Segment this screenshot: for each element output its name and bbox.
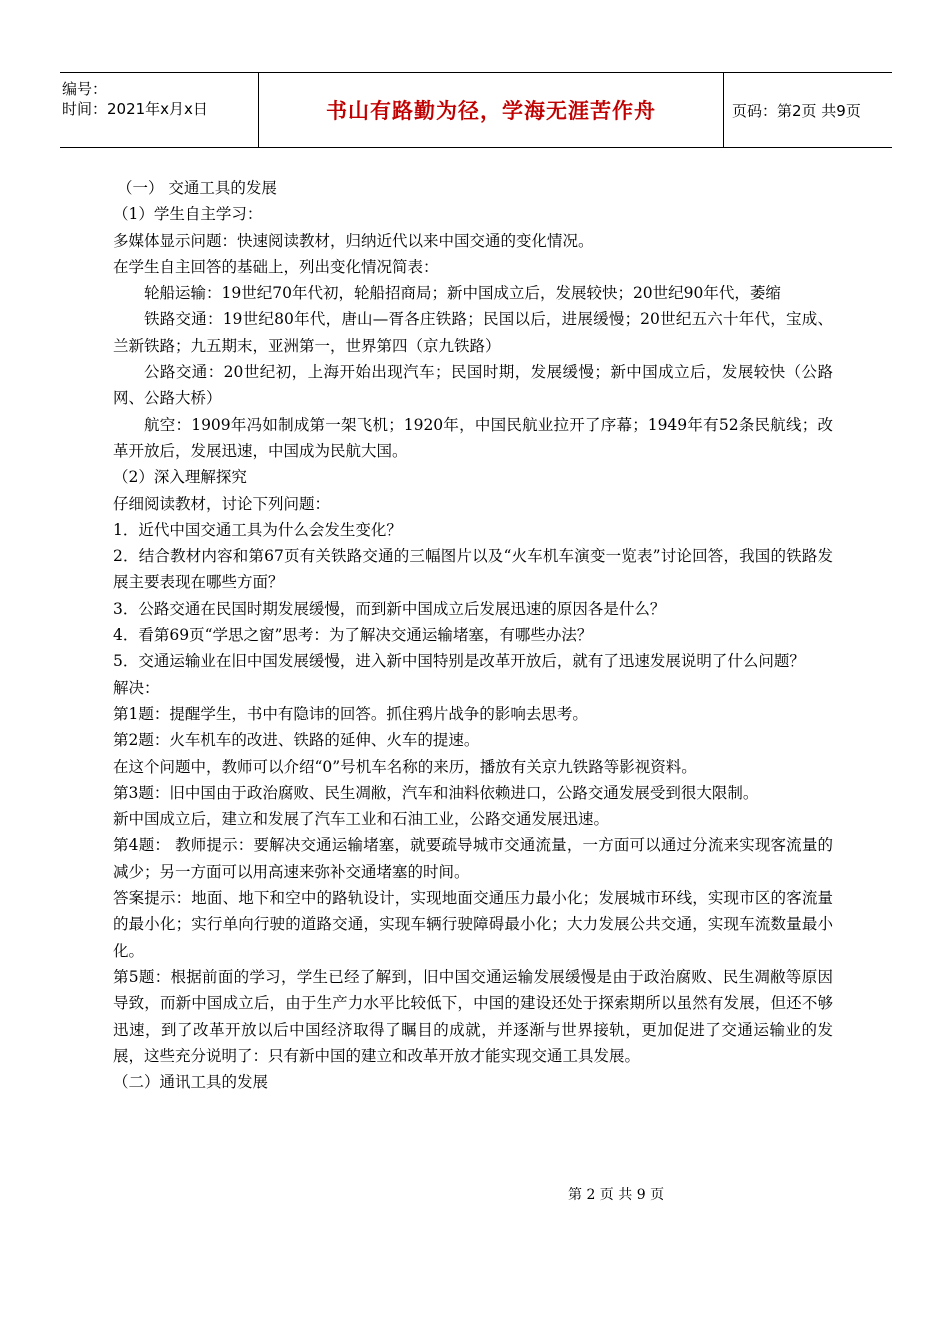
document-header — [60, 72, 892, 148]
paragraph-aviation: 航空：1909年冯如制成第一架飞机；1920年，中国民航业拉开了序幕；1949年有52条民航线；改革开放后，发展迅速，中国成为民航大国。 — [113, 415, 833, 460]
paragraph-highway: 公路交通：20世纪初，上海开始出现汽车；民国时期，发展缓慢；新中国成立后，发展较快（公路网、公路大桥） — [113, 363, 833, 408]
paragraph: 多媒体显示问题：快速阅读教材，归纳近代以来中国交通的变化情况。 — [113, 231, 594, 250]
paragraph: 答案提示：地面、地下和空中的路轨设计，实现地面交通压力最小化；发展城市环线，实现市区的客流量的最小化；实行单向行驶的道路交通，实现车辆行驶障碍最小化；大力发展公共交通，实现车流数量最小化。 — [113, 889, 833, 960]
header-meta — [60, 73, 258, 147]
document-time-label: 时间：2021年x月x日 — [62, 100, 208, 118]
paragraph: 仔细阅读教材，讨论下列问题： — [113, 494, 331, 513]
subsection-heading: （2）深入理解探究 — [113, 468, 247, 487]
page-footer: 第 2 页 共 9 页 — [568, 1187, 665, 1203]
header-page-code: 页码：第2页 共9页 — [732, 101, 861, 120]
paragraph: 在学生自主回答的基础上，列出变化情况简表： — [113, 257, 439, 276]
answer-item: 第3题：旧中国由于政治腐败、民生凋敝，汽车和油料依赖进口，公路交通发展受到很大限制。 — [113, 783, 759, 802]
paragraph-shipping: 轮船运输：19世纪70年代初，轮船招商局；新中国成立后，发展较快；20世纪90年代，萎缩 — [144, 284, 781, 303]
header-page-cell — [722, 73, 892, 147]
question-item: 1．近代中国交通工具为什么会发生变化？ — [113, 520, 402, 539]
document-number-label: 编号： — [62, 80, 108, 98]
document-body — [113, 175, 833, 1095]
answer-item: 第5题：根据前面的学习，学生已经了解到，旧中国交通运输发展缓慢是由于政治腐败、民生凋敝等原因导致，而新中国成立后，由于生产力水平比较低下，中国的建设还处于探索期所以虽然有发展，但还不够迅速，到了改革开放以后中国经济取得了瞩目的成就，并逐渐与世界接轨，更加促进了交通运输业的发展，这些充分说明了：只有新中国的建立和改革开放才能实现交通工具发展。 — [113, 967, 833, 1065]
paragraph: 在这个问题中，教师可以介绍“0”号机车名称的来历，播放有关京九铁路等影视资料。 — [113, 757, 697, 776]
answers-heading: 解决： — [113, 678, 160, 697]
header-motto: 书山有路勤为径，学海无涯苦作舟 — [326, 99, 656, 123]
paragraph: 新中国成立后，建立和发展了汽车工业和石油工业，公路交通发展迅速。 — [113, 810, 610, 829]
paragraph-railway: 铁路交通：19世纪80年代，唐山—胥各庄铁路；民国以后，进展缓慢；20世纪五六十年代，宝成、兰新铁路；九五期末，亚洲第一，世界第四（京九铁路） — [113, 310, 833, 355]
question-item: 3．公路交通在民国时期发展缓慢，而到新中国成立后发展迅速的原因各是什么？ — [113, 599, 666, 618]
section-heading: （一） 交通工具的发展 — [117, 179, 277, 197]
answer-item: 第2题：火车机车的改进、铁路的延伸、火车的提速。 — [113, 731, 480, 750]
answer-item: 第1题：提醒学生，书中有隐讳的回答。抓住鸦片战争的影响去思考。 — [113, 704, 588, 723]
answer-item: 第4题： 教师提示：要解决交通运输堵塞，就要疏导城市交通流量，一方面可以通过分流来实现客流量的减少；另一方面可以用高速来弥补交通堵塞的时间。 — [113, 836, 833, 881]
section-heading: （二）通讯工具的发展 — [113, 1073, 269, 1092]
subsection-heading: （1）学生自主学习： — [113, 205, 263, 224]
question-item: 5．交通运输业在旧中国发展缓慢，进入新中国特别是改革开放后，就有了迅速发展说明了什么问题？ — [113, 652, 805, 671]
question-item: 2．结合教材内容和第67页有关铁路交通的三幅图片以及“火车机车演变一览表”讨论回答，我国的铁路发展主要表现在哪些方面？ — [113, 547, 833, 592]
header-motto-cell — [258, 73, 724, 147]
question-item: 4．看第69页“学思之窗”思考：为了解决交通运输堵塞，有哪些办法？ — [113, 626, 593, 645]
